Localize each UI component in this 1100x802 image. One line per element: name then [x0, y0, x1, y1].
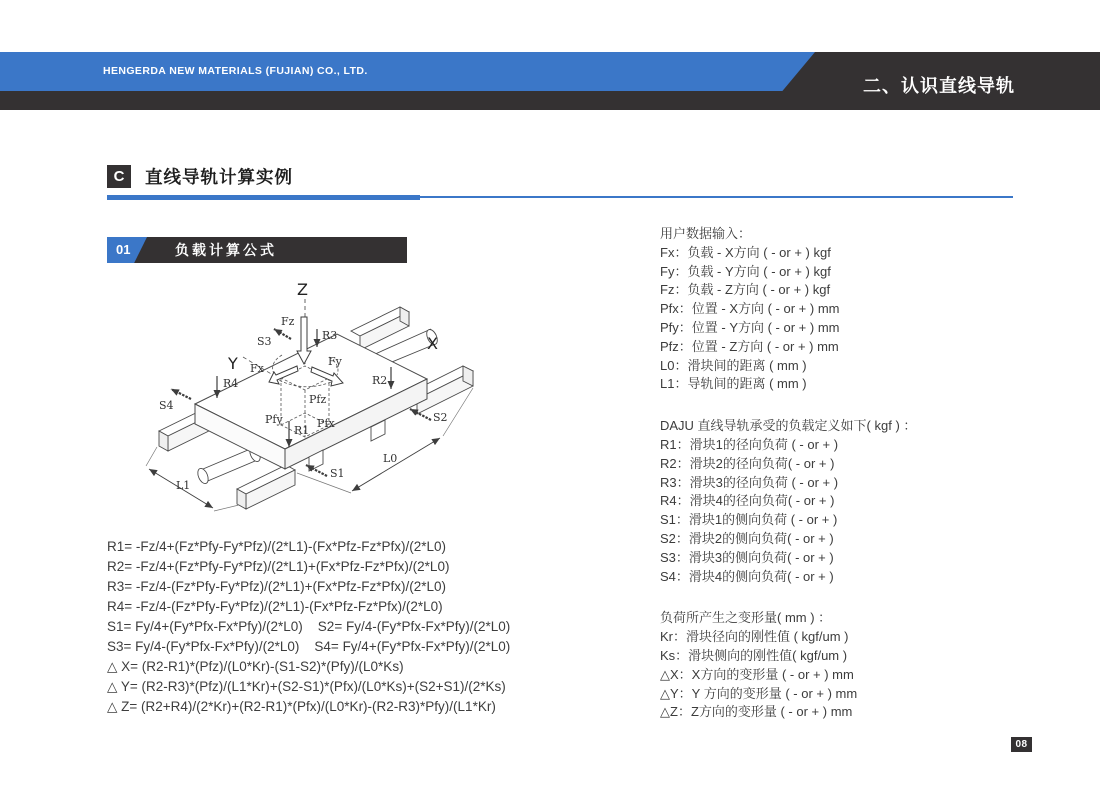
- formula-line: △ X= (R2-R1)*(Pfz)/(L0*Kr)-(S1-S2)*(Pfy)/(L0*Ks): [107, 659, 404, 674]
- formula-line: △ Z= (R2+R4)/(2*Kr)+(R2-R1)*(Pfx)/(L0*Kr)-(R2-R3)*Pfy)/(L1*Kr): [107, 699, 496, 714]
- section-underline-thin: [420, 196, 1013, 198]
- definition-line: L1：导轨间的距离 ( mm ): [660, 376, 807, 392]
- definition-line: Pfx：位置 - X方向 ( - or + ) mm: [660, 301, 840, 317]
- definition-line: Pfz：位置 - Z方向 ( - or + ) mm: [660, 338, 839, 354]
- definition-line: Pfy：位置 - Y方向 ( - or + ) mm: [660, 319, 840, 335]
- pfz-label: Pfz: [309, 393, 327, 406]
- s2-label: S2: [433, 411, 448, 424]
- definition-line: 用户数据输入：: [660, 226, 752, 241]
- definition-line: L0：滑块间的距离 ( mm ): [660, 357, 807, 373]
- z-axis-label: Z: [297, 280, 308, 299]
- definition-line: S1：滑块1的侧向负荷 ( - or + ): [660, 512, 838, 528]
- s1-label: S1: [330, 467, 345, 480]
- formula-line: R1= -Fz/4+(Fz*Pfy-Fy*Pfz)/(2*L1)-(Fx*Pfz-Fz*Pfx)/(2*L0): [107, 539, 447, 554]
- x-axis-label: X: [427, 334, 438, 353]
- subsection-bar: [107, 237, 407, 263]
- l1-label: L1: [176, 479, 191, 492]
- section-title: 直线导轨计算实例: [145, 167, 293, 187]
- subsection-number: 01: [116, 242, 131, 257]
- definition-line: DAJU 直线导轨承受的负载定义如下( kgf ) ：: [660, 418, 917, 434]
- s4-arrow: [171, 389, 191, 399]
- pfx-label: Pfx: [317, 417, 335, 430]
- definition-line: △Z：Z方向的变形量 ( - or + ) mm: [660, 704, 853, 720]
- definition-line: Fz：负载 - Z方向 ( - or + ) kgf: [660, 282, 831, 298]
- s4-label: S4: [159, 399, 174, 412]
- s3-arrow: [274, 329, 291, 339]
- r4-label: R4: [223, 377, 239, 390]
- formula-line: △ Y= (R2-R3)*(Pfz)/(L1*Kr)+(S2-S1)*(Pfx)/(L0*Ks)+(S2+S1)/(2*Ks): [107, 679, 506, 694]
- y-axis-label: Y: [228, 354, 238, 373]
- definition-line: △X：X方向的变形量 ( - or + ) mm: [660, 666, 854, 682]
- definition-line: R3：滑块3的径向负荷 ( - or + ): [660, 474, 839, 490]
- definition-line: R1：滑块1的径向负荷 ( - or + ): [660, 436, 839, 452]
- formula-line: R2= -Fz/4+(Fz*Pfy-Fy*Pfz)/(2*L1)+(Fx*Pfz-Fz*Pfx)/(2*L0): [107, 559, 450, 574]
- definition-line: R4：滑块4的径向负荷( - or + ): [660, 493, 835, 509]
- definition-line: S2：滑块2的侧向负荷( - or + ): [660, 530, 834, 546]
- definition-line: S4：滑块4的侧向负荷( - or + ): [660, 568, 834, 584]
- section-header: [107, 164, 293, 189]
- user-input-group: [660, 225, 916, 394]
- section-letter-badge: C: [107, 165, 131, 188]
- load-diagram-svg: [145, 279, 475, 517]
- pfy-label: Pfy: [265, 413, 283, 426]
- formula-line: R3= -Fz/4-(Fz*Pfy-Fy*Pfz)/(2*L1)+(Fx*Pfz-Fz*Pfx)/(2*L0): [107, 579, 447, 594]
- definition-line: Fy：负载 - Y方向 ( - or + ) kgf: [660, 263, 831, 279]
- r2-label: R2: [372, 374, 388, 387]
- chapter-title: 二、认识直线导轨: [863, 76, 1015, 96]
- company-name: HENGERDA NEW MATERIALS (FUJIAN) CO., LTD.: [103, 65, 368, 77]
- definition-line: Kr：滑块径向的刚性值 ( kgf/um ): [660, 629, 849, 645]
- fx-label: Fx: [250, 362, 264, 375]
- rail-left-block-2: [237, 465, 295, 509]
- definition-line: Fx：负载 - X方向 ( - or + ) kgf: [660, 244, 831, 260]
- fy-label: Fy: [328, 355, 342, 368]
- formula-block: [107, 537, 510, 717]
- rail-right-block-back: [351, 307, 409, 350]
- definition-line: 负荷所产生之变形量( mm ) ：: [660, 610, 832, 626]
- formula-line: S3= Fy/4-(Fy*Pfx-Fx*Pfy)/(2*L0) S4= Fy/4+(Fy*Pfx-Fx*Pfy)/(2*L0): [107, 639, 511, 654]
- subsection-title: 负载计算公式: [175, 242, 277, 258]
- load-diagram: [145, 279, 475, 517]
- r3-label: R3: [322, 329, 338, 342]
- r1-label: R1: [294, 424, 310, 437]
- formula-line: S1= Fy/4+(Fy*Pfx-Fx*Pfy)/(2*L0) S2= Fy/4-(Fy*Pfx-Fx*Pfy)/(2*L0): [107, 619, 511, 634]
- definition-line: Ks：滑块侧向的刚性值( kgf/um ): [660, 647, 848, 663]
- page-number: 08: [1011, 737, 1032, 752]
- load-definition-group: [660, 417, 916, 586]
- fz-label: Fz: [281, 315, 295, 328]
- formula-line: R4= -Fz/4-(Fz*Pfy-Fy*Pfz)/(2*L1)-(Fx*Pfz-Fz*Pfx)/(2*L0): [107, 599, 443, 614]
- definitions-column: [660, 225, 916, 745]
- s3-label: S3: [257, 335, 272, 348]
- definition-line: R2：滑块2的径向负荷( - or + ): [660, 455, 835, 471]
- section-underline-thick: [107, 195, 420, 200]
- l0-label: L0: [383, 452, 398, 465]
- definition-line: S3：滑块3的侧向负荷( - or + ): [660, 549, 834, 565]
- definition-line: △Y：Y 方向的变形量 ( - or + ) mm: [660, 685, 858, 701]
- deformation-group: [660, 609, 916, 722]
